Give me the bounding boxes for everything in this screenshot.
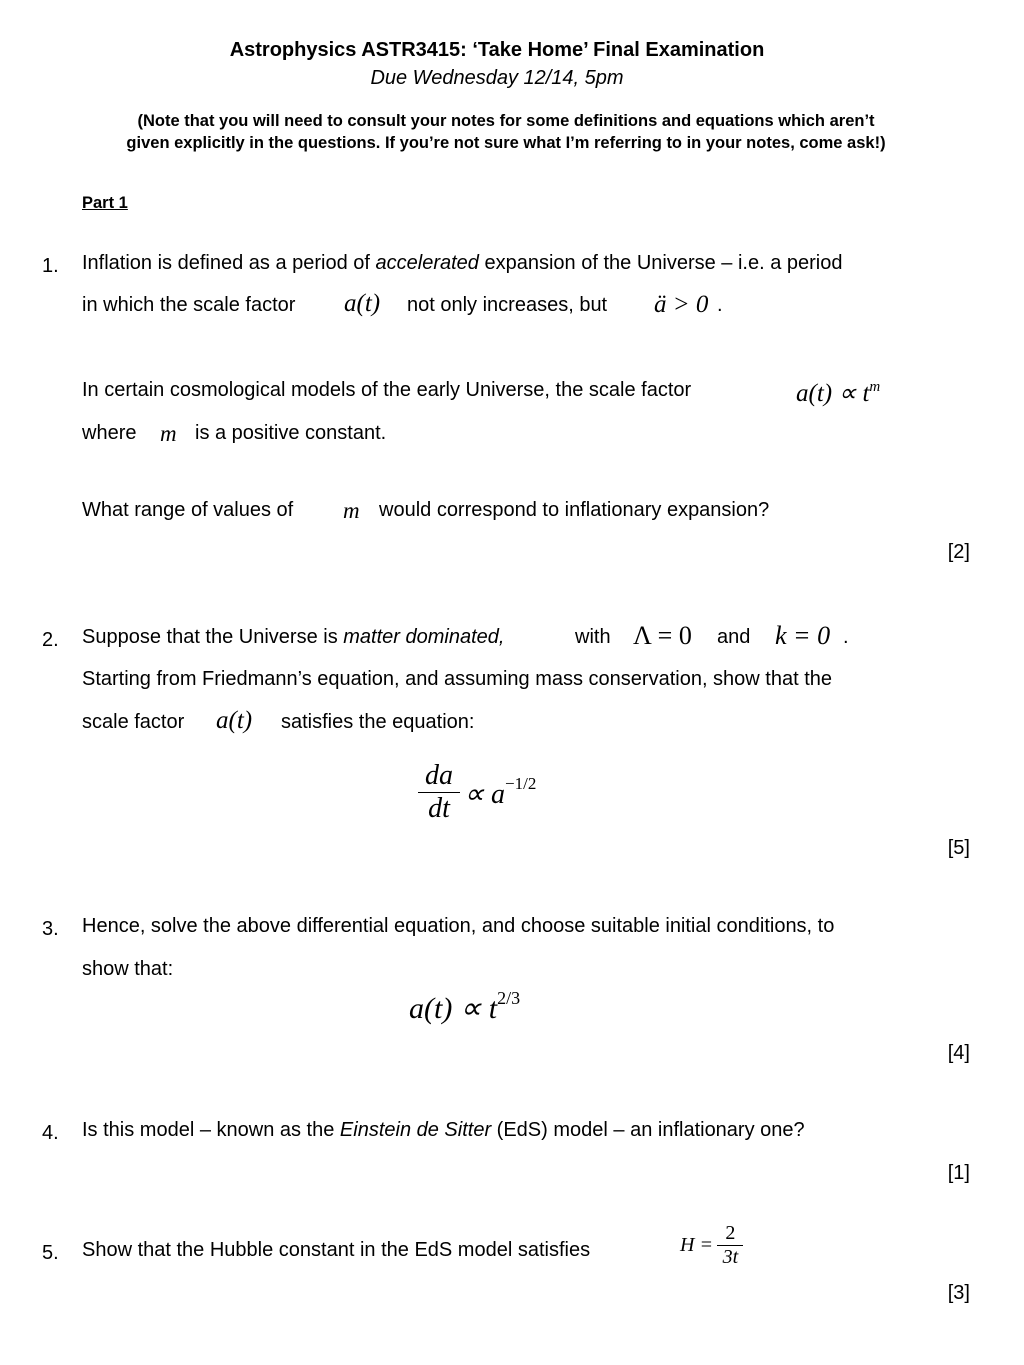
q2-text-and: and	[717, 626, 751, 648]
q2-equation	[418, 760, 536, 825]
question-2-line-1-text	[82, 626, 504, 649]
q3-equation-base: a(t) ∝ t	[409, 992, 498, 1025]
q2-math-lambda: Λ = 0	[633, 621, 692, 650]
q5-equation-numerator: 2	[725, 1222, 736, 1244]
q1-line-2-text-a: in which the scale factor	[82, 294, 296, 316]
q2-emphasis: matter dominated,	[343, 626, 505, 648]
question-3-number: 3.	[42, 918, 59, 940]
q3-equation-exponent: 2/3	[497, 988, 521, 1008]
q1-power-law-exponent: m	[869, 379, 881, 395]
q1-line-2-text-b: not only increases, but	[407, 294, 608, 316]
q1-line-3-text: In certain cosmological models of the early Universe, the scale factor	[82, 379, 692, 401]
q1-line-2-period: .	[717, 294, 723, 316]
question-5-number: 5.	[42, 1242, 59, 1264]
note-line-2: given explicitly in the questions. If you’re not sure what I’m referring to in your notes, come ask!)	[126, 134, 886, 152]
q2-math-k: k = 0	[775, 621, 831, 650]
q1-text-b: expansion of the Universe – i.e. a period	[478, 252, 843, 274]
q1-emphasis: accelerated	[375, 252, 479, 274]
q1-line-4-text-a: where	[82, 422, 137, 444]
q1-line-5-text-a: What range of values of	[82, 499, 294, 521]
due-date: Due Wednesday 12/14, 5pm	[370, 67, 624, 89]
q1-line-4-text-b: is a positive constant.	[195, 422, 387, 444]
q1-line-5-text-b: would correspond to inflationary expansion?	[379, 499, 770, 521]
question-1-number: 1.	[42, 255, 59, 277]
question-4-marks: [1]	[947, 1162, 970, 1184]
q1-math-scale-factor: a(t)	[344, 290, 381, 317]
question-4-line-1	[82, 1119, 805, 1142]
q4-emphasis: Einstein de Sitter	[339, 1119, 492, 1141]
q2-equation-exponent: −1/2	[505, 774, 537, 793]
question-1-line-1	[82, 252, 843, 275]
q2-math-scale-factor: a(t)	[216, 707, 253, 734]
q2-line-3-text-b: satisfies the equation:	[281, 711, 475, 733]
q2-equation-denominator: dt	[428, 793, 450, 824]
q1-math-power-law	[796, 378, 880, 408]
q2-equation-numerator: da	[425, 760, 453, 791]
q5-equation-denominator: 3t	[722, 1246, 739, 1268]
question-2-number: 2.	[42, 629, 59, 651]
q5-equation-fraction	[717, 1222, 743, 1269]
q5-equation-lhs: H =	[680, 1234, 713, 1256]
question-3-marks: [4]	[947, 1042, 970, 1064]
question-2-line-2: Starting from Friedmann’s equation, and assuming mass conservation, show that the	[82, 668, 833, 690]
q1-math-acceleration: ä > 0	[654, 291, 709, 318]
q2-equation-rhs-base: ∝ a	[464, 779, 506, 810]
q2-equation-rhs	[464, 774, 537, 810]
q2-equation-fraction	[418, 760, 460, 825]
q3-equation	[409, 988, 520, 1026]
q1-text-a: Inflation is defined as a period of	[82, 252, 376, 274]
q1-math-m-2: m	[343, 498, 360, 523]
exam-title: Astrophysics ASTR3415: ‘Take Home’ Final Examination	[229, 39, 765, 61]
question-3-line-2: show that:	[82, 958, 174, 980]
q2-line-3-text-a: scale factor	[82, 711, 185, 733]
question-5-marks: [3]	[947, 1282, 970, 1304]
question-2-marks: [5]	[947, 837, 970, 859]
question-3-line-1: Hence, solve the above differential equation, and choose suitable initial conditions, to	[82, 915, 835, 937]
question-5-line-1: Show that the Hubble constant in the EdS model satisfies	[82, 1239, 591, 1261]
q4-text-a: Is this model – known as the	[82, 1119, 340, 1141]
q4-text-b: (EdS) model – an inflationary one?	[491, 1119, 805, 1141]
note-line-1: (Note that you will need to consult your notes for some definitions and equations which aren’t	[137, 112, 875, 130]
part-label: Part 1	[82, 194, 128, 212]
q2-text-a: Suppose that the Universe is	[82, 626, 344, 648]
q1-power-law-base: a(t) ∝ t	[796, 380, 870, 407]
q2-line-1-period: .	[843, 626, 849, 648]
q5-equation	[680, 1222, 743, 1269]
q1-math-m: m	[160, 421, 177, 446]
q2-text-with: with	[575, 626, 611, 648]
question-1-marks: [2]	[947, 541, 970, 563]
question-4-number: 4.	[42, 1122, 59, 1144]
